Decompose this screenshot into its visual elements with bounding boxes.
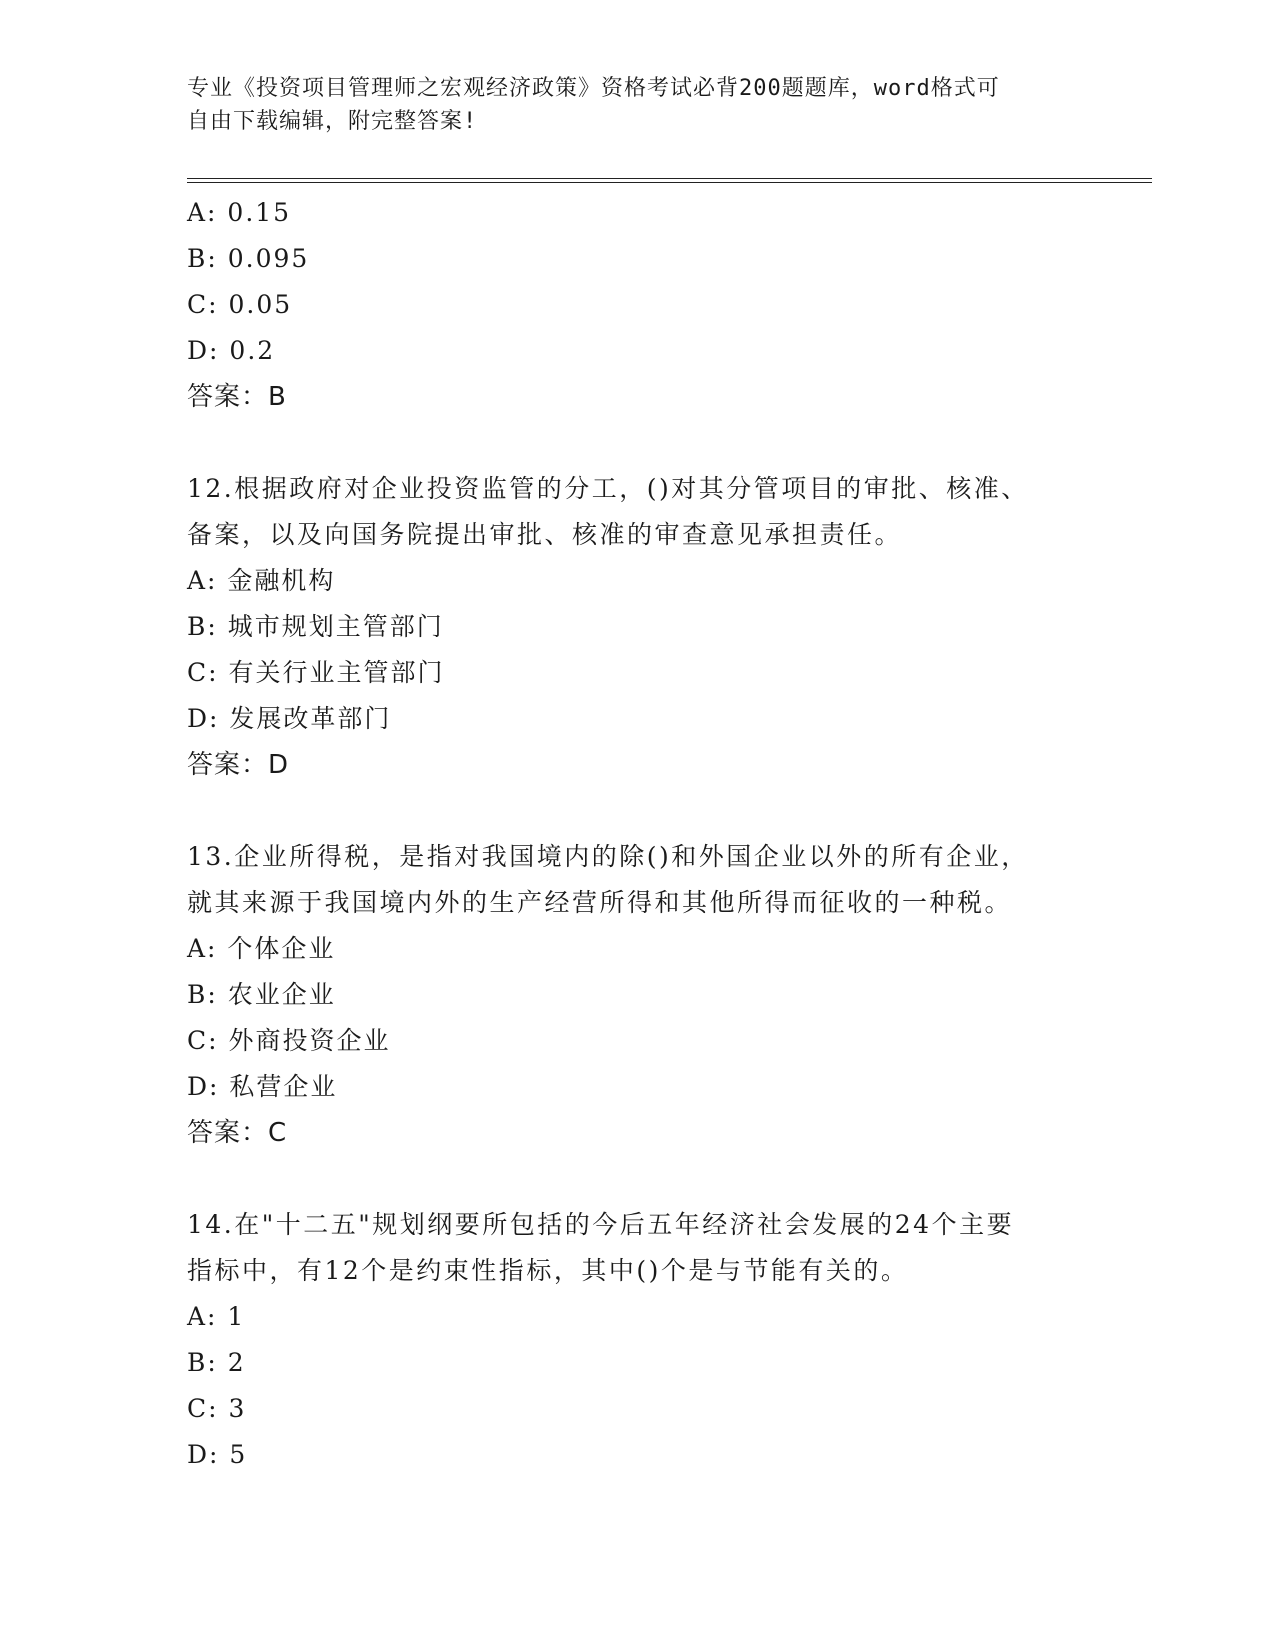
option-c: C: 3 bbox=[187, 1394, 247, 1423]
option-b: B: 农业企业 bbox=[187, 980, 336, 1009]
question-13 bbox=[187, 834, 1087, 1156]
option-a: A: 金融机构 bbox=[187, 566, 336, 595]
option-c: C: 有关行业主管部门 bbox=[187, 658, 445, 687]
option-b: B: 2 bbox=[187, 1348, 246, 1377]
option-a: A: 1 bbox=[187, 1302, 246, 1331]
question-text-line-1: 12.根据政府对企业投资监管的分工，()对其分管项目的审批、核准、 bbox=[187, 474, 1029, 503]
answer-line: 答案：C bbox=[187, 1118, 288, 1148]
option-a: A: 0.15 bbox=[187, 198, 292, 227]
option-b: B: 0.095 bbox=[187, 244, 310, 273]
option-c: C: 外商投资企业 bbox=[187, 1026, 391, 1055]
option-b: B: 城市规划主管部门 bbox=[187, 612, 444, 641]
answer-line: 答案：B bbox=[187, 382, 287, 412]
spacer bbox=[187, 788, 1087, 834]
header-title-line-2: 自由下载编辑，附完整答案! bbox=[187, 109, 478, 134]
question-11 bbox=[187, 190, 1087, 420]
option-d: D: 私营企业 bbox=[187, 1072, 338, 1101]
answer-line: 答案：D bbox=[187, 750, 290, 780]
option-c: C: 0.05 bbox=[187, 290, 293, 319]
question-text-line-2: 就其来源于我国境内外的生产经营所得和其他所得而征收的一种税。 bbox=[187, 888, 1013, 917]
question-14 bbox=[187, 1202, 1087, 1478]
document-header bbox=[187, 72, 1067, 138]
question-text-line-1: 13.企业所得税，是指对我国境内的除()和外国企业以外的所有企业， bbox=[187, 842, 1029, 871]
question-text-line-1: 14.在"十二五"规划纲要所包括的今后五年经济社会发展的24个主要 bbox=[187, 1210, 1015, 1239]
option-d: D: 5 bbox=[187, 1440, 248, 1469]
option-d: D: 0.2 bbox=[187, 336, 276, 365]
question-list bbox=[187, 190, 1087, 1478]
header-title-line-1: 专业《投资项目管理师之宏观经济政策》资格考试必背200题题库，word格式可 bbox=[187, 76, 1000, 101]
question-text-line-2: 备案，以及向国务院提出审批、核准的审查意见承担责任。 bbox=[187, 520, 903, 549]
question-text-line-2: 指标中，有12个是约束性指标，其中()个是与节能有关的。 bbox=[187, 1256, 909, 1285]
question-12 bbox=[187, 466, 1087, 788]
header-divider bbox=[187, 178, 1152, 183]
spacer bbox=[187, 1156, 1087, 1202]
option-d: D: 发展改革部门 bbox=[187, 704, 392, 733]
option-a: A: 个体企业 bbox=[187, 934, 336, 963]
spacer bbox=[187, 420, 1087, 466]
